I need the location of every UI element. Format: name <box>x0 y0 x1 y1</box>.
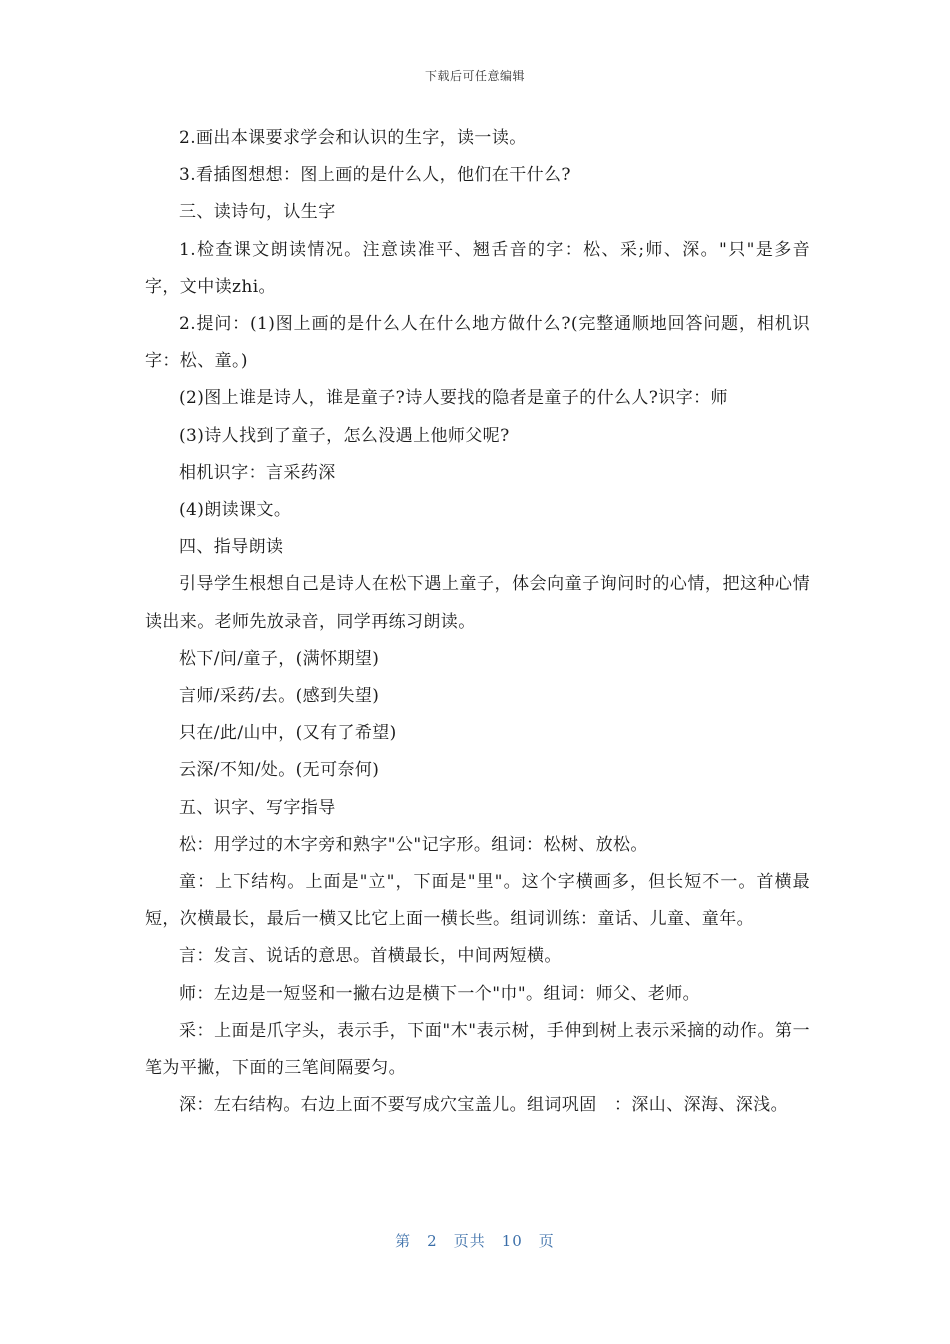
paragraph: 引导学生根想自己是诗人在松下遇上童子，体会向童子询问时的心情，把这种心情读出来。老师先放录音，同学再练习朗读。 <box>145 574 810 632</box>
paragraph: (3)诗人找到了童子，怎么没遇上他师父呢? <box>179 425 510 446</box>
paragraph: 言：发言、说话的意思。首横最长，中间两短横。 <box>179 946 562 967</box>
paragraph: (4)朗读课文。 <box>179 500 292 521</box>
paragraph: 2.画出本课要求学会和认识的生字，读一读。 <box>179 128 527 148</box>
poem-line: 云深/不知/处。(无可奈何) <box>179 760 380 781</box>
section-heading: 四、指导朗读 <box>179 537 284 558</box>
paragraph: 相机识字：言采药深 <box>179 462 336 483</box>
section-heading: 三、读诗句，认生字 <box>179 202 336 223</box>
paragraph: 童：上下结构。上面是"立"，下面是"里"。这个字横画多，但长短不一。首横最短，次横最长，最后一横又比它上面一横长些。组词训练：童话、儿童、童年。 <box>145 872 810 930</box>
paragraph: 3.看插图想想：图上画的是什么人，他们在干什么? <box>179 165 571 186</box>
paragraph: 师：左边是一短竖和一撇右边是横下一个"巾"。组词：师父、老师。 <box>179 983 701 1004</box>
poem-line: 松下/问/童子，(满怀期望) <box>179 648 380 669</box>
paragraph: (2)图上谁是诗人，谁是童子?诗人要找的隐者是童子的什么人?识字：师 <box>179 388 728 409</box>
section-heading: 五、识字、写字指导 <box>179 797 336 818</box>
document-body <box>145 120 810 1124</box>
paragraph: 采：上面是爪字头，表示手，下面"木"表示树，手伸到树上表示采摘的动作。第一笔为平撇，下面的三笔间隔要匀。 <box>145 1020 810 1079</box>
page-header: 下载后可任意编辑 <box>424 69 525 83</box>
page-number-footer: 第 2 页共 10 页 <box>395 1232 555 1250</box>
paragraph: 松：用学过的木字旁和熟字"公"记字形。组词：松树、放松。 <box>179 834 648 855</box>
paragraph: 深：左右结构。右边上面不要写成穴宝盖儿。组词巩固 ：深山、深海、深浅。 <box>179 1095 788 1116</box>
paragraph: 1.检查课文朗读情况。注意读准平、翘舌音的字：松、采;师、深。"只"是多音字，文中读zhi。 <box>145 239 810 297</box>
poem-line: 只在/此/山中，(又有了希望) <box>179 723 397 744</box>
poem-line: 言师/采药/去。(感到失望) <box>179 686 380 707</box>
paragraph: 2.提问：(1)图上画的是什么人在什么地方做什么?(完整通顺地回答问题，相机识字：松、童。) <box>145 314 810 372</box>
